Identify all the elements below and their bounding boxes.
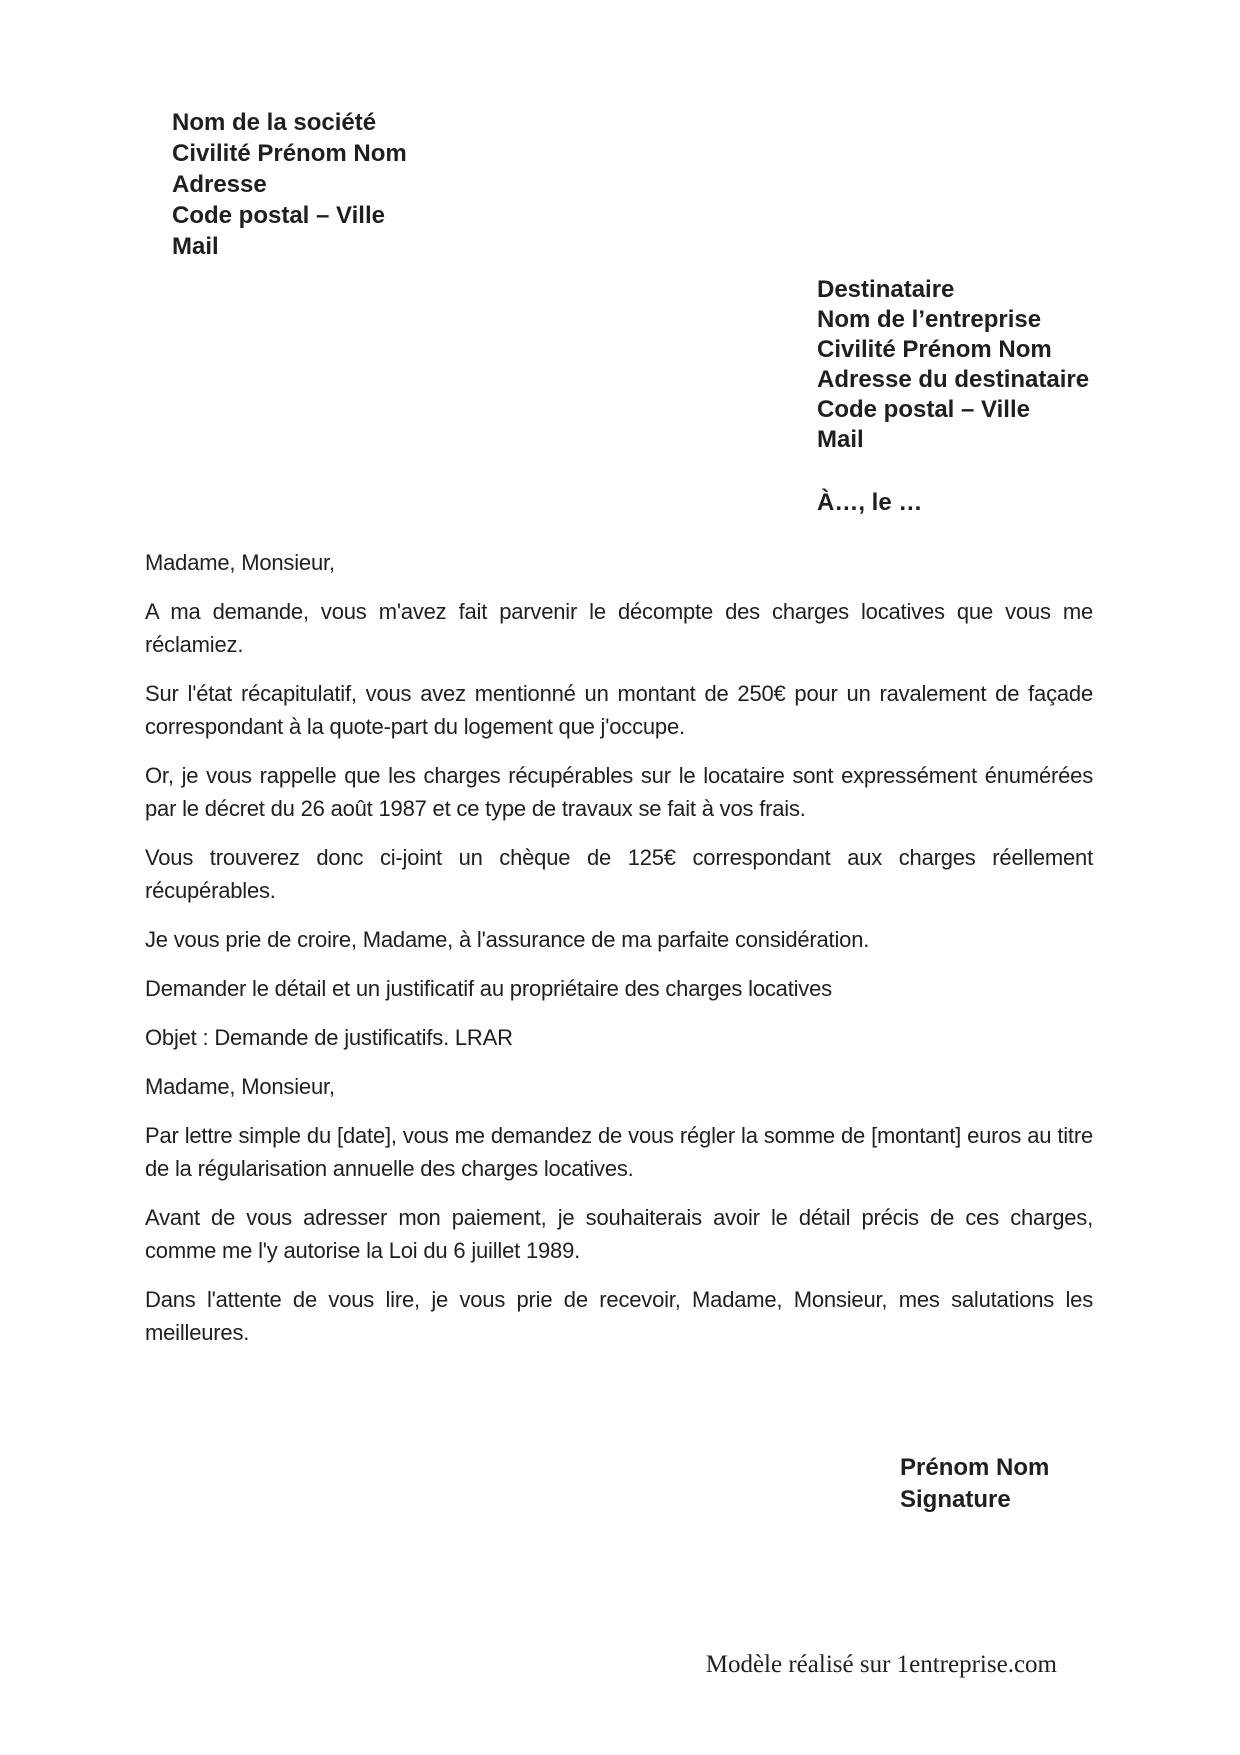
signature-line: Prénom Nom [900,1454,1050,1481]
letter-paragraph: Objet : Demande de justificatifs. LRAR [145,1025,513,1050]
recipient-address-line: Code postal – Ville [817,396,1030,423]
letter-paragraph: Je vous prie de croire, Madame, à l'assurance de ma parfaite considération. [145,927,870,952]
sender-address-line: Civilité Prénom Nom [172,140,407,167]
place-date-line: À…, le … [817,489,923,516]
signature-line: Signature [900,1486,1011,1513]
letter-paragraph: Par lettre simple du [date], vous me demandez de vous régler la somme de [montant] euros au titre de la régularisation annuelle des charges locatives. [145,1123,1093,1181]
recipient-address-line: Civilité Prénom Nom [817,336,1052,363]
recipient-address-line: Mail [817,426,864,453]
letter-body [145,546,1093,1365]
letter-paragraph: Madame, Monsieur, [145,550,335,575]
letter-paragraph: A ma demande, vous m'avez fait parvenir le décompte des charges locatives que vous me réclamiez. [145,599,1093,657]
recipient-address-line: Destinataire [817,276,955,303]
letter-paragraph: Or, je vous rappelle que les charges récupérables sur le locataire sont expressément énumérées par le décret du 26 août 1987 et ce type de travaux se fait à vos frais. [145,763,1093,821]
letter-paragraph: Sur l'état récapitulatif, vous avez mentionné un montant de 250€ pour un ravalement de façade correspondant à la quote-part du logement que j'occupe. [145,681,1093,739]
sender-address-block [172,107,407,262]
recipient-address-line: Nom de l’entreprise [817,306,1042,333]
letter-paragraph: Dans l'attente de vous lire, je vous prie de recevoir, Madame, Monsieur, mes salutations les meilleures. [145,1287,1093,1345]
letter-paragraph: Avant de vous adresser mon paiement, je souhaiterais avoir le détail précis de ces charges, comme me l'y autorise la Loi du 6 juillet 1989. [145,1205,1093,1263]
sender-address-line: Nom de la société [172,109,377,136]
signature-block [900,1452,1049,1516]
letter-paragraph: Demander le détail et un justificatif au propriétaire des charges locatives [145,976,832,1001]
sender-address-line: Code postal – Ville [172,202,385,229]
letter-paragraph: Vous trouverez donc ci-joint un chèque de 125€ correspondant aux charges réellement récupérables. [145,845,1093,903]
sender-address-line: Mail [172,233,219,260]
letter-paragraph: Madame, Monsieur, [145,1074,335,1099]
recipient-address-block [817,275,1089,455]
footer-credit: Modèle réalisé sur 1entreprise.com [705,1651,1057,1678]
sender-address-line: Adresse [172,171,267,198]
recipient-address-line: Adresse du destinataire [817,366,1090,393]
